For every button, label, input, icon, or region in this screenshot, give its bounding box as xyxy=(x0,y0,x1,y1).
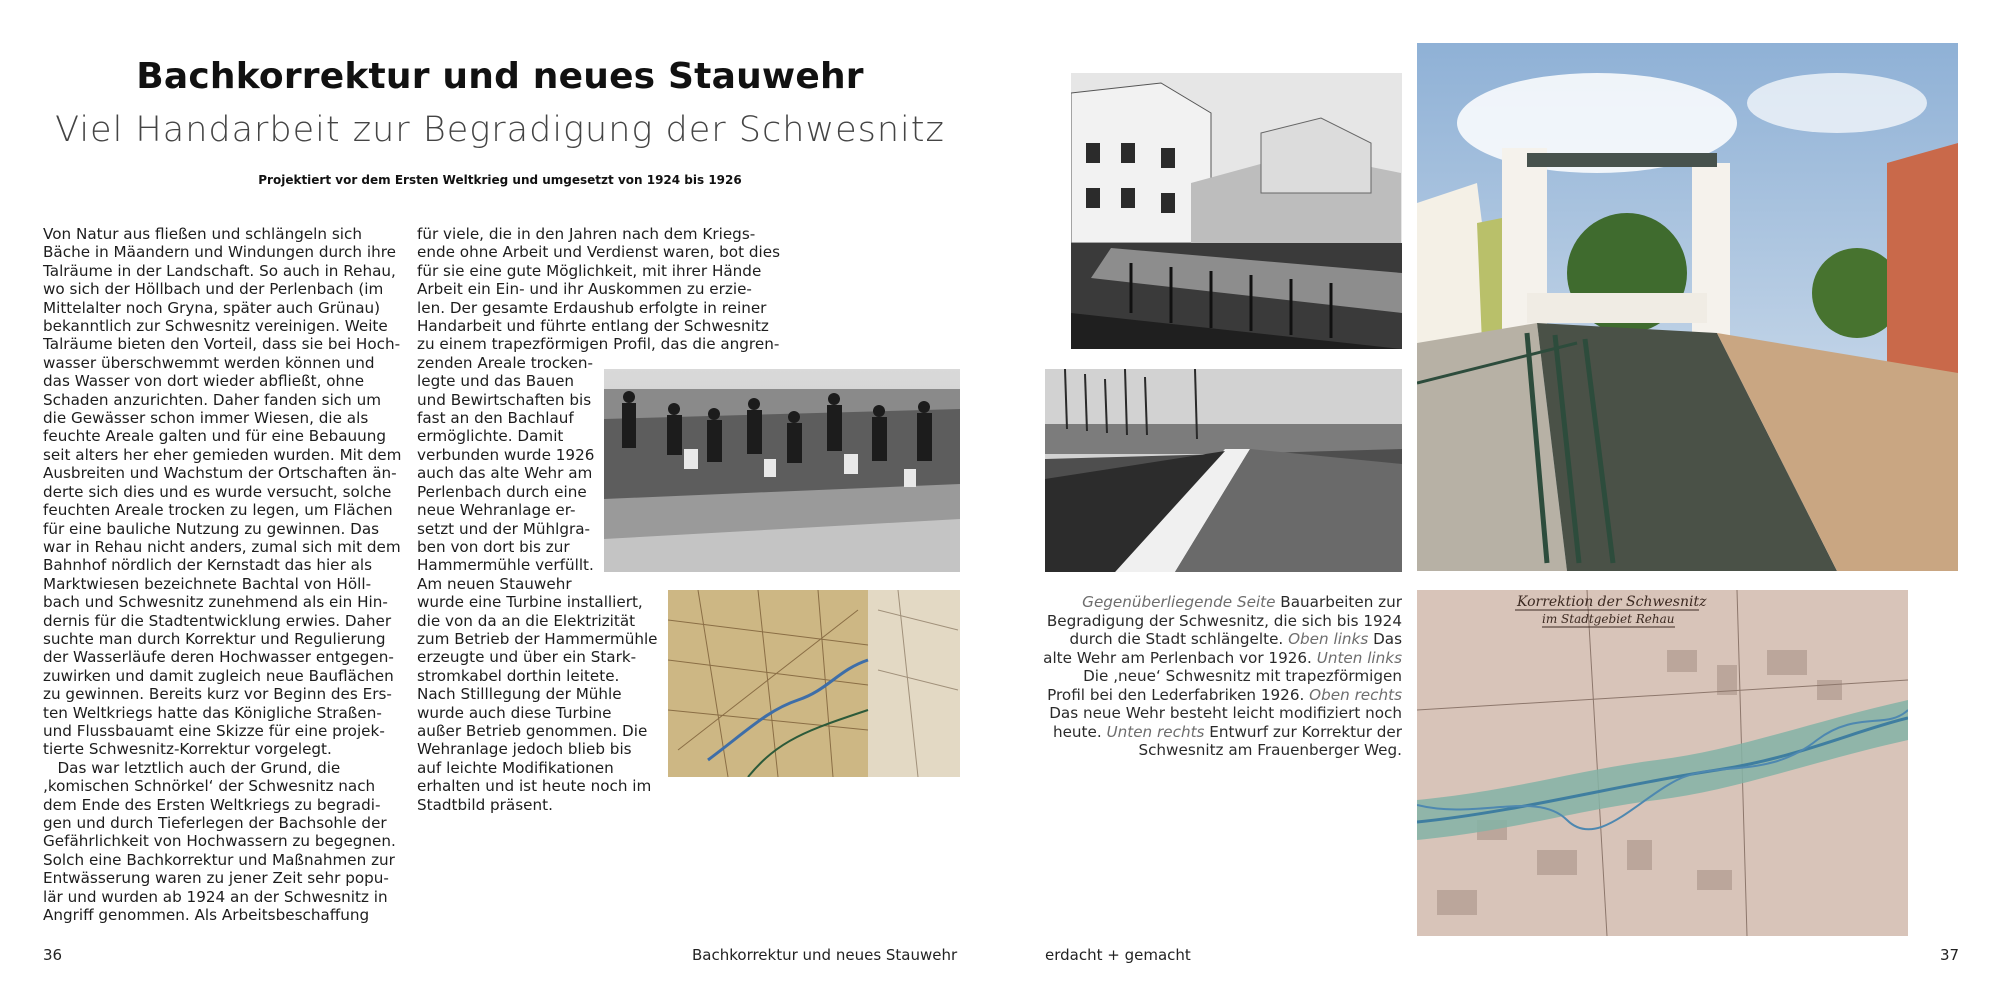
text-line: Das war letztlich auch der Grund, die xyxy=(43,758,341,777)
text-line: len. Der gesamte Erdaushub erfolgte in reiner xyxy=(417,298,767,317)
text-line: verbunden wurde 1926 xyxy=(417,445,595,464)
caption-text: alte Wehr am Perlenbach vor 1926. xyxy=(1043,648,1317,667)
text-line: bach und Schwesnitz zunehmend als ein Hin- xyxy=(43,593,388,612)
text-line: Stadtbild präsent. xyxy=(417,795,553,814)
caption-text: Schwesnitz am Frauenberger Weg. xyxy=(1138,741,1402,759)
text-line: für viele, die in den Jahren nach dem Kriegs- xyxy=(417,225,756,243)
caption-text: durch die Stadt schlängelte. xyxy=(1069,630,1289,648)
text-line: Schaden anzurichten. Daher fanden sich um xyxy=(43,390,382,409)
text-line: dem Ende des Ersten Weltkriegs zu begradi- xyxy=(43,795,381,814)
text-line: zu einem trapezförmigen Profil, das die angren- xyxy=(417,335,780,354)
text-line: Marktwiesen bezeichnete Bachtal von Höll- xyxy=(43,574,372,593)
text-line: Wehranlage jedoch blieb bis xyxy=(417,740,632,759)
text-line: ende ohne Arbeit und Verdienst waren, bot dies xyxy=(417,243,780,262)
photo-caption xyxy=(1040,593,1402,760)
text-line: Talräume bieten den Vorteil, dass sie bei Hoch- xyxy=(43,335,401,354)
caption-label: Gegenüberliegende Seite xyxy=(1082,593,1276,611)
article-title: Bachkorrektur und neues Stauwehr xyxy=(136,56,864,97)
map-heading-1: Korrektion der Schwesnitz xyxy=(1517,594,1707,610)
text-line: Hammermühle verfüllt. xyxy=(417,556,594,575)
text-line: war in Rehau nicht anders, zumal sich mit dem xyxy=(43,537,401,556)
historic-photo-old-weir xyxy=(1071,73,1402,349)
caption-label: Oben links xyxy=(1288,630,1369,648)
caption-label: Unten links xyxy=(1316,648,1402,667)
map-heading-2: im Stadtgebiet Rehau xyxy=(1542,612,1675,626)
page-number-right: 37 xyxy=(1940,946,1960,964)
text-line: suchte man durch Korrektur und Regulierung xyxy=(43,629,386,648)
text-line: Bäche in Mäandern und Windungen durch ihre xyxy=(43,243,396,262)
text-line: die Gewässer schon immer Wiesen, die als xyxy=(43,409,369,428)
text-line: auch das alte Wehr am xyxy=(417,464,593,483)
photo-modern-weir xyxy=(1417,43,1958,571)
text-line: die von da an die Elektrizität xyxy=(417,611,636,630)
text-line: feuchten Areale trocken zu legen, um Flächen xyxy=(43,501,393,520)
text-line: setzt und der Mühlgra- xyxy=(417,519,590,538)
text-line: bekanntlich zur Schwesnitz vereinigen. Weite xyxy=(43,317,388,336)
text-line: seit alters her eher gemieden wurden. Mit dem xyxy=(43,445,402,464)
caption-text: Entwurf zur Korrektur der xyxy=(1204,722,1402,741)
text-line: wo sich der Höllbach und der Perlenbach (im xyxy=(43,280,384,299)
caption-text: Die ‚neue‘ Schwesnitz mit trapezförmigen xyxy=(1083,667,1402,685)
text-line: gen und durch Tieferlegen der Bachsohle der xyxy=(43,814,387,832)
text-line: wurde auch diese Turbine xyxy=(417,703,612,722)
text-line: ten Weltkriegs hatte das Königliche Straßen- xyxy=(43,703,382,722)
text-line: Gefährlichkeit von Hochwassern zu begegnen. xyxy=(43,832,396,851)
text-line: lär und wurden ab 1924 an der Schwesnitz in xyxy=(43,887,388,906)
page-number-left: 36 xyxy=(43,946,63,964)
historic-photo-workers-digging xyxy=(604,369,960,572)
text-line: erhalten und ist heute noch im xyxy=(417,777,652,796)
text-line: Handarbeit und führte entlang der Schwesnitz xyxy=(417,317,769,336)
text-line: für eine bauliche Nutzung zu gewinnen. Das xyxy=(43,519,380,538)
text-line: Entwässerung waren zu jener Zeit sehr popu- xyxy=(43,869,389,888)
caption-label: Oben rechts xyxy=(1309,685,1402,704)
text-line: tierte Schwesnitz-Korrektur vorgelegt. xyxy=(43,740,332,759)
text-line: auf leichte Modifikationen xyxy=(417,758,614,777)
historic-map-overlay xyxy=(668,590,960,777)
text-line: legte und das Bauen xyxy=(417,372,575,391)
historic-photo-straightened-river xyxy=(1045,369,1402,572)
caption-text: Profil bei den Lederfabriken 1926. xyxy=(1047,685,1310,704)
text-line: fast an den Bachlauf xyxy=(417,409,574,428)
text-line: der Wasserläufe deren Hochwasser entgegen- xyxy=(43,648,394,667)
article-subtitle: Viel Handarbeit zur Begradigung der Schwesnitz xyxy=(55,110,945,150)
historic-river-correction-plan xyxy=(1417,590,1908,936)
text-line: feuchte Areale galten und für eine Bebauung xyxy=(43,427,387,446)
caption-text: Das neue Wehr besteht leicht modifiziert noch xyxy=(1049,704,1402,722)
text-line: dernis für die Stadtentwicklung erwies. Daher xyxy=(43,611,392,630)
text-line: Angriff genommen. Als Arbeitsbeschaffung xyxy=(43,906,370,925)
text-line: zuwirken und damit zugleich neue Bauflächen xyxy=(43,666,394,685)
text-line: zenden Areale trocken- xyxy=(417,353,593,372)
caption-text: heute. xyxy=(1052,722,1107,741)
running-title-right: erdacht + gemacht xyxy=(1045,946,1191,964)
text-line: Ausbreiten und Wachstum der Ortschaften än- xyxy=(43,464,397,483)
text-line: derte sich dies und es wurde versucht, solche xyxy=(43,482,392,501)
text-line: wasser überschwemmt werden können und xyxy=(43,353,375,372)
text-line: ermöglichte. Damit xyxy=(417,427,564,446)
text-line: das Wasser von dort wieder abfließt, ohne xyxy=(43,372,365,391)
text-line: Am neuen Stauwehr xyxy=(417,574,572,593)
text-line: Perlenbach durch eine xyxy=(417,482,587,501)
caption-text: Begradigung der Schwesnitz, die sich bis 1924 xyxy=(1046,611,1402,630)
text-line: Arbeit ein Ein- und ihr Auskommen zu erzie- xyxy=(417,280,752,299)
text-line: Bahnhof nördlich der Kernstadt das hier als xyxy=(43,556,373,575)
text-line: zum Betrieb der Hammermühle xyxy=(417,629,658,648)
text-line: neue Wehranlage er- xyxy=(417,501,576,520)
caption-text: Das xyxy=(1368,630,1402,648)
text-line: und Flussbauamt eine Skizze für eine projek- xyxy=(43,721,385,740)
text-line: ben von dort bis zur xyxy=(417,537,570,556)
text-line: ‚komischen Schnörkel‘ der Schwesnitz nach xyxy=(43,777,376,796)
text-line: Solch eine Bachkorrektur und Maßnahmen zur xyxy=(43,850,395,869)
article-tagline: Projektiert vor dem Ersten Weltkrieg und umgesetzt von 1924 bis 1926 xyxy=(258,173,742,187)
text-line: für sie eine gute Möglichkeit, mit ihrer Hände xyxy=(417,261,762,280)
text-line: stromkabel dorthin leitete. xyxy=(417,666,620,685)
text-line: Von Natur aus fließen und schlängeln sich xyxy=(43,225,362,243)
text-line: Talräume in der Landschaft. So auch in Rehau, xyxy=(43,261,396,280)
text-line: zu gewinnen. Bereits kurz vor Beginn des Ers- xyxy=(43,685,392,704)
running-title-left: Bachkorrektur und neues Stauwehr xyxy=(692,946,958,964)
text-line: und Bewirtschaften bis xyxy=(417,390,592,409)
text-line: Mittelalter noch Gryna, später auch Grünau) xyxy=(43,298,381,317)
caption-text: Bauarbeiten zur xyxy=(1275,593,1402,611)
text-line: Nach Stilllegung der Mühle xyxy=(417,685,622,704)
text-line: außer Betrieb genommen. Die xyxy=(417,721,648,740)
text-line: wurde eine Turbine installiert, xyxy=(417,593,643,612)
text-line: erzeugte und über ein Stark- xyxy=(417,648,637,667)
body-text-column-1 xyxy=(43,225,403,924)
caption-label: Unten rechts xyxy=(1106,722,1205,741)
